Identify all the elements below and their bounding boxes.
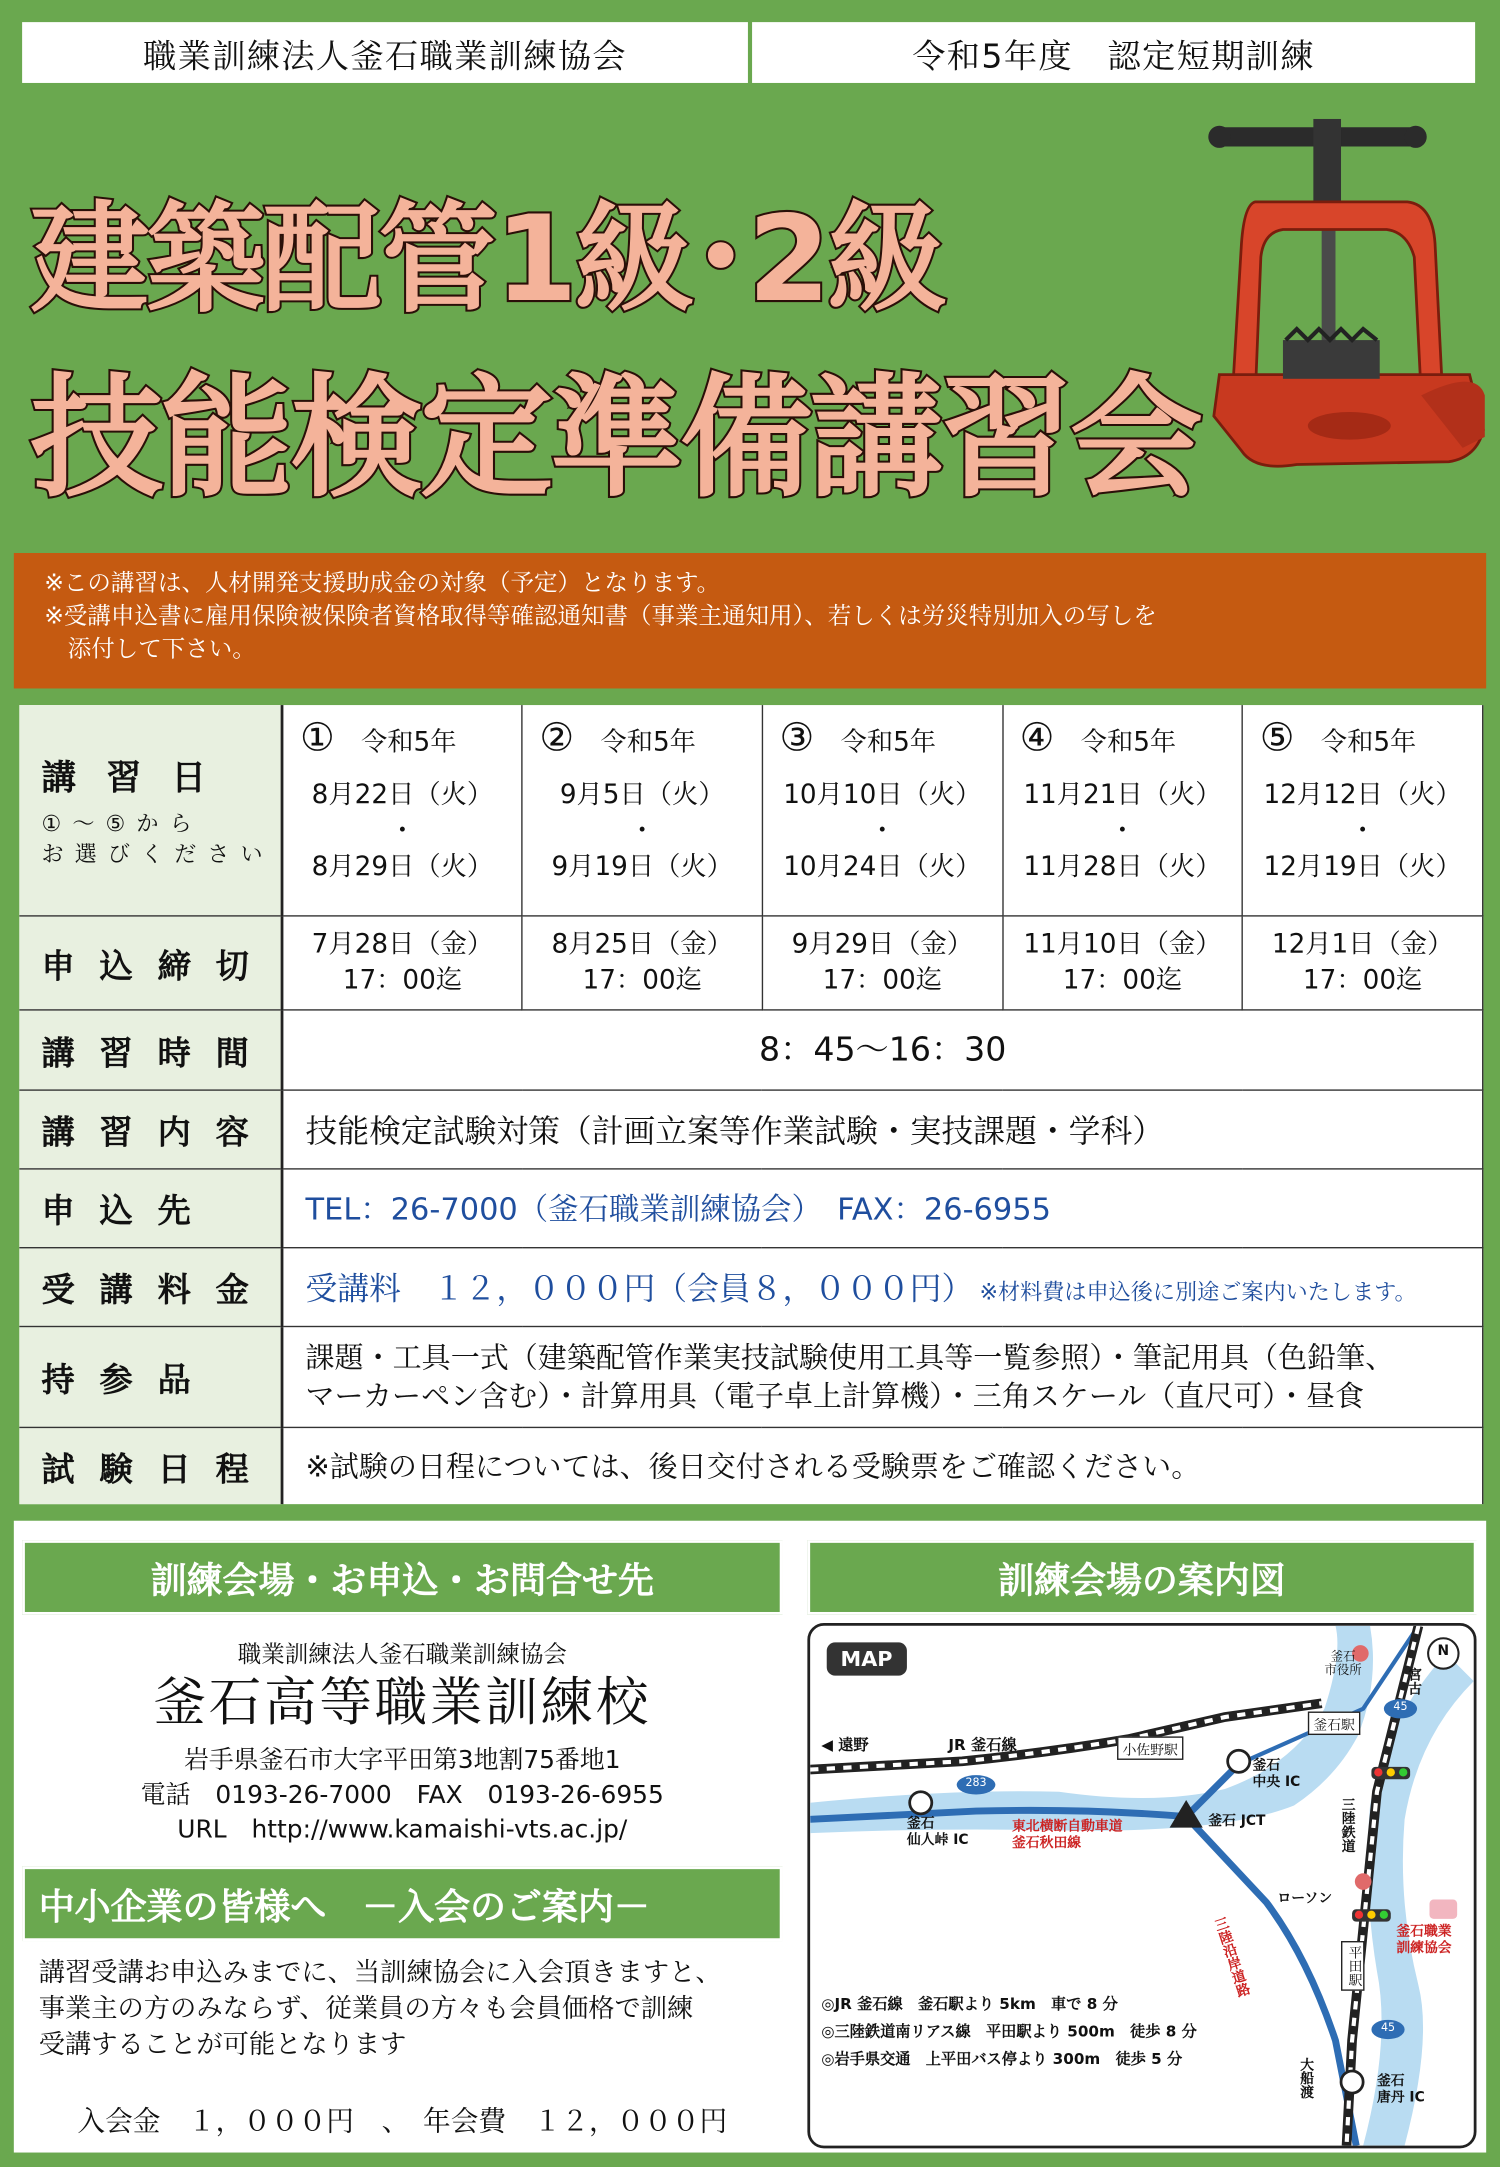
map-label-city-hall: 釜石 市役所 (1324, 1650, 1362, 1679)
exam-value: ※試験の日程については、後日交付される受験票をご確認ください。 (282, 1427, 1483, 1504)
map-heading: 訓練会場の案内図 (807, 1540, 1476, 1615)
label-dates: 講習日 ①～⑤から お選びください (19, 705, 282, 915)
access-list: ◎JR 釜石線 釜石駅より 5km 車で 8 分 ◎三陸鉄道南リアス線 平田駅より 500m 徒歩 8 分 ◎岩手県交通 上平田バス停より 300m 徒歩 5 分 (821, 1994, 1197, 2069)
school-phone: 電話 0193-26-7000 FAX 0193-26-6955 (140, 1780, 664, 1810)
bring-value: 課題・工具一式（建築配管作業実技試験使用工具等一覧参照）・筆記用具（色鉛筆、 マーカーペン含む）・計算用具（電子卓上計算機）・三角スケール（直尺可）・昼食 (282, 1326, 1483, 1427)
contact-org: 職業訓練法人釜石職業訓練協会 (237, 1641, 567, 1669)
map-label-kamaishi-station: 釜石駅 (1308, 1712, 1361, 1736)
pipe-vise-image (1200, 119, 1493, 492)
title-line1: 建築配管1級･2級 (30, 190, 944, 330)
label-bring: 持参品 (19, 1326, 282, 1427)
map-label-kosano: 小佐野駅 (1117, 1736, 1183, 1760)
map-label-lawson: ローソン (1277, 1891, 1333, 1907)
route-45-south: 45 (1380, 2021, 1396, 2034)
membership-fees: 入会金 １，０００円 、 年会費 １２，０００円 (77, 2104, 728, 2138)
map-label-miyako: 宮古 (1404, 1667, 1420, 1695)
membership-body: 講習受講お申込みまでに、当訓練協会に入会頂きますと、 事業主の方のみならず、従業員の方々も会員価格で訓練 受講することが可能となります (38, 1957, 722, 2060)
map-label-sennin-ic: 釜石 仙人峠 IC (906, 1816, 969, 1849)
map-label-toni-ic: 釜石 唐丹 IC (1376, 2073, 1425, 2106)
map-label-school: 釜石職業 訓練協会 (1396, 1924, 1452, 1957)
route-283: 283 (965, 1776, 987, 1789)
notice-line: 添付して下さい。 (44, 635, 256, 664)
map-label-sanriku-expressway: 三陸沿岸道路 (1209, 1915, 1250, 2000)
school-name: 釜石高等職業訓練校 (153, 1671, 652, 1733)
content-value: 技能検定試験対策（計画立案等作業試験・実技課題・学科） (282, 1089, 1483, 1168)
deadline-2: 8月25日（金） 17：00迄 (522, 915, 762, 1009)
map-label-ofunato: 大船渡 (1296, 2057, 1312, 2099)
contact-block (22, 1629, 782, 1847)
label-content: 講習内容 (19, 1089, 282, 1168)
map-label-tono: ◀ 遠野 (821, 1736, 869, 1755)
apply-value: TEL：26-7000（釜石職業訓練協会） FAX：26-6955 (282, 1168, 1483, 1247)
session-2: ② 令和5年 9月5日（火） ・ 9月19日（火） (522, 705, 762, 915)
map-panel (807, 1623, 1476, 2148)
deadline-1: 7月28日（金） 17：00迄 (282, 915, 522, 1009)
deadline-4: 11月10日（金） 17：00迄 (1002, 915, 1242, 1009)
deadline-5: 12月1日（金） 17：00迄 (1243, 915, 1483, 1009)
notice-box (14, 553, 1486, 688)
north-arrow: N (1437, 1643, 1450, 1659)
label-fee: 受講料金 (19, 1247, 282, 1326)
school-address: 岩手県釜石市大字平田第3地割75番地1 (184, 1746, 621, 1776)
map-label-chuo-ic: 釜石 中央 IC (1252, 1758, 1301, 1791)
time-value: 8：45～16：30 (282, 1009, 1483, 1089)
map-label-jct: 釜石 JCT (1208, 1813, 1266, 1830)
deadline-3: 9月29日（金） 17：00迄 (762, 915, 1002, 1009)
header-org: 職業訓練法人釜石職業訓練協会 (22, 22, 748, 83)
map-label-expressway: 東北横断自動車道 釜石秋田線 (1011, 1819, 1123, 1852)
school-url[interactable]: URL http://www.kamaishi-vts.ac.jp/ (177, 1815, 628, 1845)
map-label-sanriku-rail: 三陸鉄道 (1338, 1797, 1354, 1853)
map-badge: MAP (827, 1642, 907, 1675)
map-label-jr: JR 釜石線 (948, 1736, 1017, 1755)
label-apply: 申込先 (19, 1168, 282, 1247)
title-line2: 技能検定準備講習会 (30, 360, 1201, 516)
contact-heading: 訓練会場・お申込・お問合せ先 (22, 1540, 782, 1615)
session-3: ③ 令和5年 10月10日（火） ・ 10月24日（火） (762, 705, 1002, 915)
notice-line: ※受講申込書に雇用保険被保険者資格取得等確認通知書（事業主通知用）、若しくは労災特別加入の写しを (44, 602, 1157, 631)
header-program: 令和5年度 認定短期訓練 (752, 22, 1475, 83)
fee-value: 受講料 １２，０００円（会員８，０００円） ※材料費は申込後に別途ご案内いたします。 (282, 1247, 1483, 1326)
label-deadline: 申込締切 (19, 915, 282, 1009)
label-time: 講習時間 (19, 1009, 282, 1089)
label-exam: 試験日程 (19, 1427, 282, 1504)
schedule-table (19, 705, 1483, 1504)
map-label-hirata: 平田駅 (1341, 1941, 1365, 1991)
session-4: ④ 令和5年 11月21日（火） ・ 11月28日（火） (1002, 705, 1242, 915)
session-5: ⑤ 令和5年 12月12日（火） ・ 12月19日（火） (1243, 705, 1483, 915)
membership-heading: 中小企業の皆様へ －入会のご案内－ (22, 1866, 782, 1941)
notice-line: ※この講習は、人材開発支援助成金の対象（予定）となります。 (44, 569, 721, 598)
session-1: ① 令和5年 8月22日（火） ・ 8月29日（火） (282, 705, 522, 915)
route-45-north: 45 (1393, 1700, 1408, 1713)
